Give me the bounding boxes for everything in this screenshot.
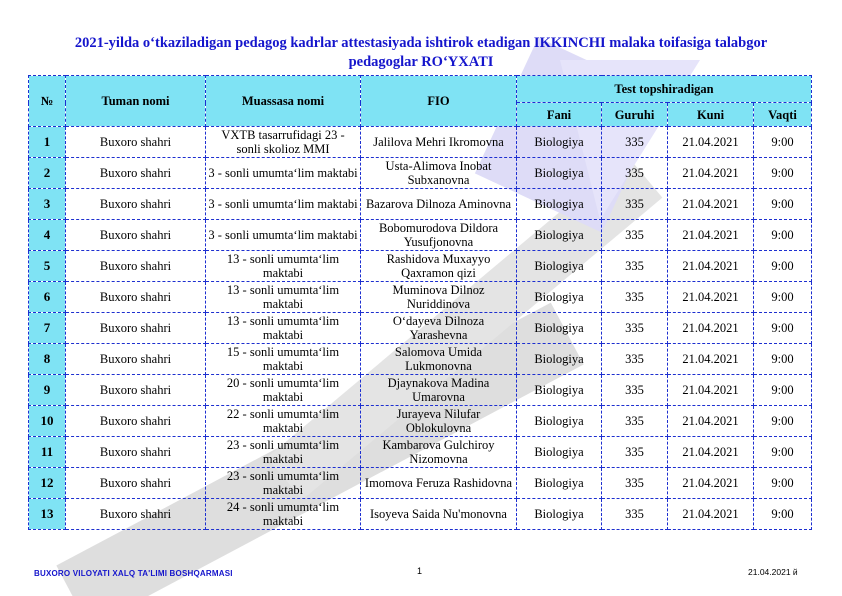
cell-fio: Bazarova Dilnoza Aminovna — [361, 189, 517, 220]
cell-kuni: 21.04.2021 — [668, 158, 754, 189]
cell-tuman: Buxoro shahri — [66, 220, 206, 251]
table-row — [29, 189, 812, 220]
cell-kuni: 21.04.2021 — [668, 220, 754, 251]
cell-vaqti: 9:00 — [754, 499, 812, 530]
header-guruhi: Guruhi — [602, 103, 668, 127]
cell-guruhi: 335 — [602, 158, 668, 189]
cell-guruhi: 335 — [602, 344, 668, 375]
cell-muassasa: VXTB tasarrufidagi 23 - sonli skolioz MMI — [206, 127, 361, 158]
cell-num: 2 — [29, 158, 66, 189]
table-row — [29, 344, 812, 375]
cell-kuni: 21.04.2021 — [668, 344, 754, 375]
cell-fio: Muminova Dilnoz Nuriddinova — [361, 282, 517, 313]
cell-fani: Biologiya — [517, 468, 602, 499]
cell-vaqti: 9:00 — [754, 189, 812, 220]
cell-kuni: 21.04.2021 — [668, 499, 754, 530]
cell-muassasa: 13 - sonli umumta‘lim maktabi — [206, 282, 361, 313]
table-row — [29, 127, 812, 158]
page-title — [20, 34, 822, 72]
cell-vaqti: 9:00 — [754, 158, 812, 189]
cell-kuni: 21.04.2021 — [668, 437, 754, 468]
cell-guruhi: 335 — [602, 437, 668, 468]
cell-num: 4 — [29, 220, 66, 251]
cell-muassasa: 3 - sonli umumta‘lim maktabi — [206, 189, 361, 220]
cell-fani: Biologiya — [517, 375, 602, 406]
cell-muassasa: 22 - sonli umumta‘lim maktabi — [206, 406, 361, 437]
table-row — [29, 499, 812, 530]
cell-vaqti: 9:00 — [754, 406, 812, 437]
cell-guruhi: 335 — [602, 282, 668, 313]
cell-vaqti: 9:00 — [754, 437, 812, 468]
cell-fio: O‘dayeva Dilnoza Yarashevna — [361, 313, 517, 344]
cell-kuni: 21.04.2021 — [668, 468, 754, 499]
cell-muassasa: 15 - sonli umumta‘lim maktabi — [206, 344, 361, 375]
footer-org: BUXORO VILOYATI XALQ TA'LIMI BOSHQARMASI — [34, 569, 233, 578]
cell-muassasa: 24 - sonli umumta‘lim maktabi — [206, 499, 361, 530]
cell-muassasa: 20 - sonli umumta‘lim maktabi — [206, 375, 361, 406]
cell-kuni: 21.04.2021 — [668, 127, 754, 158]
cell-guruhi: 335 — [602, 189, 668, 220]
table-row — [29, 220, 812, 251]
title-line-1: 2021-yilda o‘tkaziladigan pedagog kadrlar attestasiyada ishtirok etadigan IKKINCHI malaka toifasiga talabgor — [74, 35, 768, 51]
cell-num: 10 — [29, 406, 66, 437]
cell-tuman: Buxoro shahri — [66, 468, 206, 499]
cell-muassasa: 23 - sonli umumta‘lim maktabi — [206, 468, 361, 499]
cell-num: 6 — [29, 282, 66, 313]
cell-vaqti: 9:00 — [754, 468, 812, 499]
table-row — [29, 251, 812, 282]
cell-fio: Jalilova Mehri Ikromovna — [361, 127, 517, 158]
cell-tuman: Buxoro shahri — [66, 251, 206, 282]
table-row — [29, 375, 812, 406]
cell-guruhi: 335 — [602, 220, 668, 251]
cell-guruhi: 335 — [602, 127, 668, 158]
cell-num: 12 — [29, 468, 66, 499]
cell-guruhi: 335 — [602, 375, 668, 406]
table-row — [29, 468, 812, 499]
footer-page-number: 1 — [417, 566, 423, 576]
cell-muassasa: 13 - sonli umumta‘lim maktabi — [206, 313, 361, 344]
roster-table — [28, 75, 812, 530]
cell-guruhi: 335 — [602, 313, 668, 344]
cell-vaqti: 9:00 — [754, 313, 812, 344]
cell-num: 8 — [29, 344, 66, 375]
cell-kuni: 21.04.2021 — [668, 406, 754, 437]
cell-fio: Usta-Alimova Inobat Subxanovna — [361, 158, 517, 189]
cell-tuman: Buxoro shahri — [66, 344, 206, 375]
cell-tuman: Buxoro shahri — [66, 406, 206, 437]
cell-muassasa: 13 - sonli umumta‘lim maktabi — [206, 251, 361, 282]
cell-fani: Biologiya — [517, 344, 602, 375]
cell-muassasa: 3 - sonli umumta‘lim maktabi — [206, 158, 361, 189]
cell-muassasa: 23 - sonli umumta‘lim maktabi — [206, 437, 361, 468]
cell-fio: Isoyeva Saida Nu'monovna — [361, 499, 517, 530]
cell-fani: Biologiya — [517, 158, 602, 189]
cell-guruhi: 335 — [602, 468, 668, 499]
table-row — [29, 437, 812, 468]
cell-vaqti: 9:00 — [754, 344, 812, 375]
cell-vaqti: 9:00 — [754, 220, 812, 251]
cell-kuni: 21.04.2021 — [668, 189, 754, 220]
cell-fani: Biologiya — [517, 437, 602, 468]
cell-tuman: Buxoro shahri — [66, 313, 206, 344]
cell-fani: Biologiya — [517, 127, 602, 158]
cell-fani: Biologiya — [517, 220, 602, 251]
cell-num: 3 — [29, 189, 66, 220]
cell-tuman: Buxoro shahri — [66, 127, 206, 158]
header-muassasa: Muassasa nomi — [206, 76, 361, 127]
table-row — [29, 313, 812, 344]
cell-vaqti: 9:00 — [754, 127, 812, 158]
cell-fani: Biologiya — [517, 499, 602, 530]
cell-fani: Biologiya — [517, 251, 602, 282]
cell-fani: Biologiya — [517, 282, 602, 313]
header-num: № — [29, 76, 66, 127]
header-test: Test topshiradigan — [517, 76, 812, 103]
cell-fani: Biologiya — [517, 189, 602, 220]
cell-num: 5 — [29, 251, 66, 282]
cell-tuman: Buxoro shahri — [66, 189, 206, 220]
cell-num: 11 — [29, 437, 66, 468]
header-vaqti: Vaqti — [754, 103, 812, 127]
cell-fio: Bobomurodova Dildora Yusufjonovna — [361, 220, 517, 251]
cell-num: 7 — [29, 313, 66, 344]
cell-tuman: Buxoro shahri — [66, 499, 206, 530]
cell-num: 9 — [29, 375, 66, 406]
footer-date: 21.04.2021 й — [748, 567, 798, 577]
header-fio: FIO — [361, 76, 517, 127]
roster-body — [29, 127, 812, 530]
cell-tuman: Buxoro shahri — [66, 437, 206, 468]
cell-num: 13 — [29, 499, 66, 530]
cell-guruhi: 335 — [602, 406, 668, 437]
cell-fio: Jurayeva Nilufar Oblokulovna — [361, 406, 517, 437]
cell-fani: Biologiya — [517, 313, 602, 344]
cell-tuman: Buxoro shahri — [66, 158, 206, 189]
cell-fani: Biologiya — [517, 406, 602, 437]
cell-muassasa: 3 - sonli umumta‘lim maktabi — [206, 220, 361, 251]
cell-guruhi: 335 — [602, 251, 668, 282]
header-tuman: Tuman nomi — [66, 76, 206, 127]
cell-tuman: Buxoro shahri — [66, 375, 206, 406]
header-kuni: Kuni — [668, 103, 754, 127]
cell-fio: Djaynakova Madina Umarovna — [361, 375, 517, 406]
table-row — [29, 406, 812, 437]
cell-kuni: 21.04.2021 — [668, 313, 754, 344]
cell-fio: Salomova Umida Lukmonovna — [361, 344, 517, 375]
header-fani: Fani — [517, 103, 602, 127]
title-line-2: pedagoglar RO‘YXATI — [348, 54, 494, 70]
cell-kuni: 21.04.2021 — [668, 251, 754, 282]
cell-num: 1 — [29, 127, 66, 158]
cell-vaqti: 9:00 — [754, 251, 812, 282]
cell-fio: Kambarova Gulchiroy Nizomovna — [361, 437, 517, 468]
table-row — [29, 282, 812, 313]
cell-fio: Rashidova Muxayyo Qaxramon qizi — [361, 251, 517, 282]
table-row — [29, 158, 812, 189]
cell-kuni: 21.04.2021 — [668, 375, 754, 406]
cell-guruhi: 335 — [602, 499, 668, 530]
cell-tuman: Buxoro shahri — [66, 282, 206, 313]
cell-fio: Imomova Feruza Rashidovna — [361, 468, 517, 499]
cell-kuni: 21.04.2021 — [668, 282, 754, 313]
cell-vaqti: 9:00 — [754, 282, 812, 313]
cell-vaqti: 9:00 — [754, 375, 812, 406]
